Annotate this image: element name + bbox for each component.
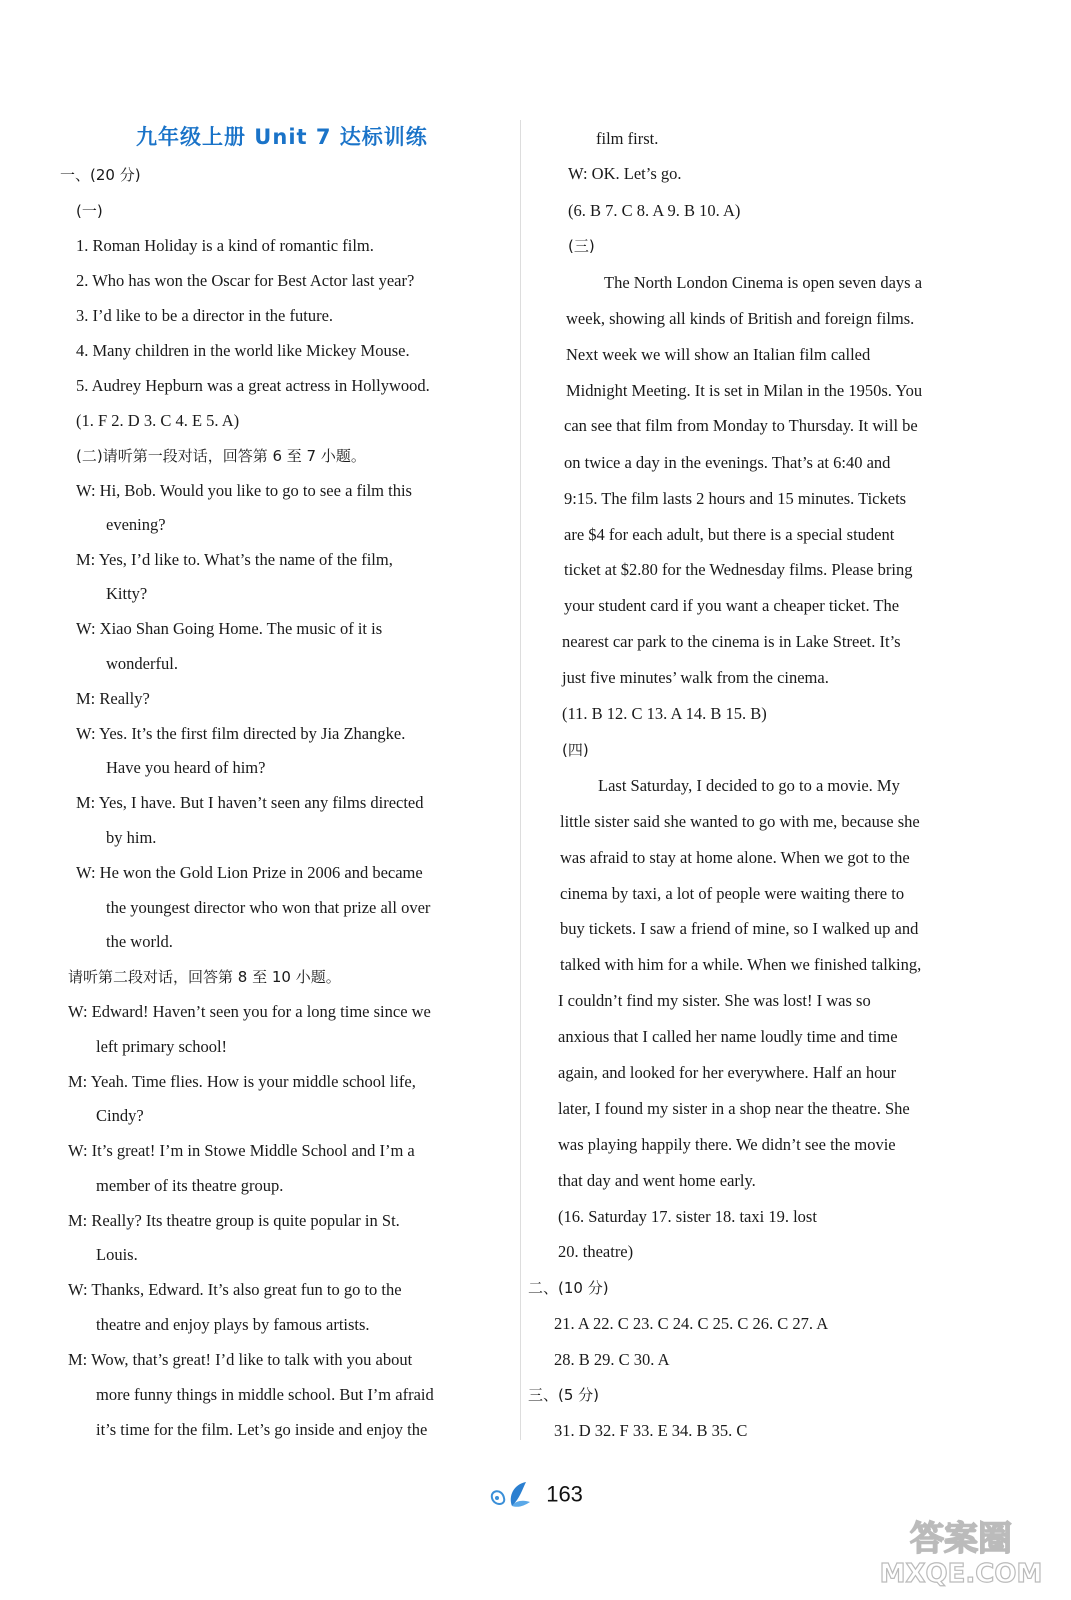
right-text-line: 20. theatre) bbox=[558, 1242, 634, 1261]
left-text-line: W: Edward! Haven’t seen you for a long time since we bbox=[68, 1002, 431, 1021]
right-text-line: week, showing all kinds of British and foreign films. bbox=[566, 309, 915, 328]
right-text-line: can see that film from Monday to Thursday. It will be bbox=[564, 416, 918, 435]
left-text-line: evening? bbox=[106, 515, 166, 534]
left-text-line: M: Really? bbox=[76, 689, 150, 708]
right-text-line: 二、(10 分) bbox=[528, 1279, 609, 1297]
page-number: 163 bbox=[546, 1481, 583, 1507]
left-text-line: W: Yes. It’s the first film directed by Jia Zhangke. bbox=[76, 724, 406, 743]
page-title: 九年级上册 Unit 7 达标训练 bbox=[136, 125, 428, 149]
right-text-line: cinema by taxi, a lot of people were waiting there to bbox=[560, 884, 905, 903]
left-text-line: (1. F 2. D 3. C 4. E 5. A) bbox=[76, 411, 240, 430]
right-text-line: that day and went home early. bbox=[558, 1171, 756, 1190]
left-text-line: 4. Many children in the world like Mickey Mouse. bbox=[76, 341, 410, 360]
right-text-line: later, I found my sister in a shop near the theatre. She bbox=[558, 1099, 910, 1118]
right-text-line: are $4 for each adult, but there is a special student bbox=[564, 525, 895, 544]
left-text-line: M: Yes, I have. But I haven’t seen any films directed bbox=[76, 793, 424, 812]
left-text-line: Louis. bbox=[96, 1245, 138, 1264]
butterfly-logo-icon bbox=[488, 1480, 532, 1515]
right-text-line: (16. Saturday 17. sister 18. taxi 19. lost bbox=[558, 1207, 817, 1226]
right-text-line: 9:15. The film lasts 2 hours and 15 minutes. Tickets bbox=[564, 489, 907, 508]
left-text-line: W: Hi, Bob. Would you like to go to see a film this bbox=[76, 481, 412, 500]
left-text-line: left primary school! bbox=[96, 1037, 228, 1056]
left-text-line: 1. Roman Holiday is a kind of romantic film. bbox=[76, 236, 374, 255]
left-text-line: by him. bbox=[106, 828, 157, 847]
left-text-line: M: Yeah. Time flies. How is your middle school life, bbox=[68, 1072, 416, 1091]
left-text-line: the world. bbox=[106, 932, 173, 951]
right-text-line: Last Saturday, I decided to go to a movie. My bbox=[598, 776, 900, 795]
right-text-line: was playing happily there. We didn’t see the movie bbox=[558, 1135, 896, 1154]
right-text-line: 21. A 22. C 23. C 24. C 25. C 26. C 27. A bbox=[554, 1314, 829, 1333]
left-text-line: Kitty? bbox=[106, 584, 148, 603]
right-text-line: Midnight Meeting. It is set in Milan in the 1950s. You bbox=[566, 381, 923, 400]
right-text-line: anxious that I called her name loudly time and time bbox=[558, 1027, 898, 1046]
right-text-line: buy tickets. I saw a friend of mine, so I walked up and bbox=[560, 919, 919, 938]
left-text-line: Cindy? bbox=[96, 1106, 144, 1125]
left-text-line: W: Xiao Shan Going Home. The music of it is bbox=[76, 619, 383, 638]
left-text-line: 一、(20 分) bbox=[60, 166, 141, 184]
right-text-line: on twice a day in the evenings. That’s at 6:40 and bbox=[564, 453, 891, 472]
left-text-line: 2. Who has won the Oscar for Best Actor last year? bbox=[76, 271, 415, 290]
column-divider bbox=[520, 120, 521, 1440]
left-text-line: it’s time for the film. Let’s go inside and enjoy the bbox=[96, 1420, 428, 1439]
left-text-line: 请听第二段对话，回答第 8 至 10 小题。 bbox=[68, 968, 341, 986]
left-text-line: M: Yes, I’d like to. What’s the name of the film, bbox=[76, 550, 393, 569]
right-text-line: talked with him for a while. When we finished talking, bbox=[560, 955, 922, 974]
left-text-line: W: He won the Gold Lion Prize in 2006 and became bbox=[76, 863, 423, 882]
right-text-line: little sister said she wanted to go with me, because she bbox=[560, 812, 920, 831]
left-text-line: (一) bbox=[76, 202, 103, 220]
left-text-line: more funny things in middle school. But I’m afraid bbox=[96, 1385, 434, 1404]
right-text-line: was afraid to stay at home alone. When we got to the bbox=[560, 848, 910, 867]
right-text-line: again, and looked for her everywhere. Half an hour bbox=[558, 1063, 897, 1082]
left-text-line: theatre and enjoy plays by famous artists. bbox=[96, 1315, 370, 1334]
right-text-line: 三、(5 分) bbox=[528, 1386, 600, 1404]
left-text-line: W: Thanks, Edward. It’s also great fun to go to the bbox=[68, 1280, 402, 1299]
right-text-line: nearest car park to the cinema is in Lake Street. It’s bbox=[562, 632, 901, 651]
left-text-line: M: Really? Its theatre group is quite popular in St. bbox=[68, 1211, 400, 1230]
right-text-line: I couldn’t find my sister. She was lost! I was so bbox=[558, 991, 871, 1010]
left-text-line: 5. Audrey Hepburn was a great actress in Hollywood. bbox=[76, 376, 430, 395]
right-text-line: just five minutes’ walk from the cinema. bbox=[562, 668, 829, 687]
right-text-line: Next week we will show an Italian film called bbox=[566, 345, 871, 364]
right-text-line: 31. D 32. F 33. E 34. B 35. C bbox=[554, 1421, 748, 1440]
right-text-line: (6. B 7. C 8. A 9. B 10. A) bbox=[568, 201, 741, 220]
left-text-line: the youngest director who won that prize all over bbox=[106, 898, 431, 917]
right-text-line: The North London Cinema is open seven days a bbox=[604, 273, 923, 292]
left-text-line: Have you heard of him? bbox=[106, 758, 266, 777]
left-text-line: 3. I’d like to be a director in the future. bbox=[76, 306, 334, 325]
right-text-line: ticket at $2.80 for the Wednesday films. Please bring bbox=[564, 560, 913, 579]
right-text-line: (四) bbox=[562, 741, 589, 759]
left-text-line: W: It’s great! I’m in Stowe Middle School and I’m a bbox=[68, 1141, 415, 1160]
left-text-line: M: Wow, that’s great! I’d like to talk with you about bbox=[68, 1350, 413, 1369]
right-text-line: your student card if you want a cheaper ticket. The bbox=[564, 596, 900, 615]
right-text-line: (11. B 12. C 13. A 14. B 15. B) bbox=[562, 704, 767, 723]
left-text-line: member of its theatre group. bbox=[96, 1176, 284, 1195]
left-text-line: (二)请听第一段对话，回答第 6 至 7 小题。 bbox=[76, 447, 366, 465]
right-text-line: W: OK. Let’s go. bbox=[568, 164, 682, 183]
watermark bbox=[861, 1500, 1061, 1590]
right-text-line: film first. bbox=[596, 129, 659, 148]
right-text-line: 28. B 29. C 30. A bbox=[554, 1350, 670, 1369]
svg-text:答案圈: 答案圈 bbox=[910, 1519, 1012, 1559]
right-text-line: (三) bbox=[568, 237, 595, 255]
left-text-line: wonderful. bbox=[106, 654, 178, 673]
svg-text:MXQE.COM: MXQE.COM bbox=[879, 1559, 1043, 1589]
